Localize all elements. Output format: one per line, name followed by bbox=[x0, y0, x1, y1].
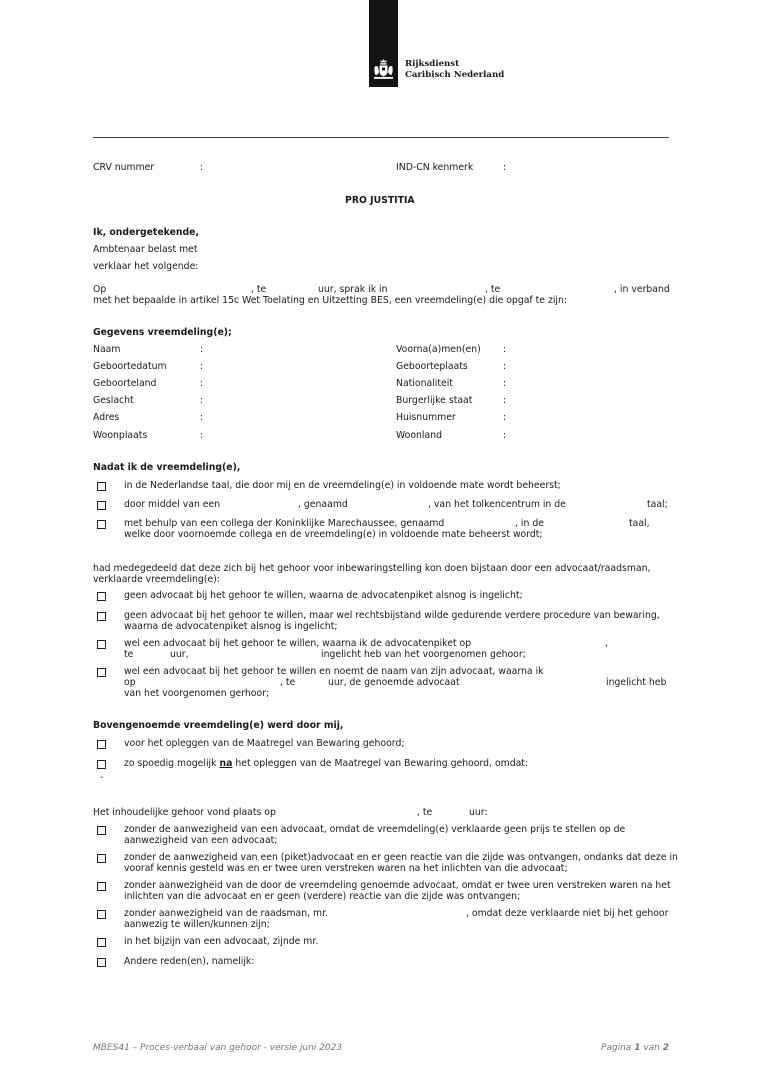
field-colon: : bbox=[200, 412, 204, 423]
field-label: Geboortedatum bbox=[93, 361, 167, 372]
checkbox[interactable] bbox=[97, 592, 106, 601]
logo-line-1: Rijksdienst bbox=[405, 59, 460, 69]
section2-option-2-line1: geen advocaat bij het gehoor te willen, maar wel rechtsbijstand wilde gedurende verdere procedure van bewaring, bbox=[124, 610, 660, 621]
section1-option-2c: , van het tolkencentrum in de bbox=[428, 499, 566, 510]
checkbox[interactable] bbox=[97, 938, 106, 947]
field-colon: : bbox=[200, 361, 204, 372]
section1-option-3-line2: welke door voornoemde collega en de vreemdeling(e) in voldoende mate beheerst wordt; bbox=[124, 529, 543, 540]
field-colon: : bbox=[503, 344, 507, 355]
intro-line-1: Ambtenaar belast met bbox=[93, 244, 198, 255]
field-label: Geslacht bbox=[93, 395, 134, 406]
field-colon: : bbox=[503, 430, 507, 441]
field-colon: : bbox=[503, 378, 507, 389]
section2-option-3-line1: wel een advocaat bij het gehoor te willen, waarna ik de advocatenpiket op bbox=[124, 638, 472, 649]
intro-te-1: , te bbox=[251, 284, 267, 295]
section3-option-2b: het opleggen van de Maatregel van Bewaring gehoord, omdat: bbox=[232, 758, 529, 769]
section4-option-1-line2: aanwezigheid van een advocaat; bbox=[124, 835, 278, 846]
personal-heading: Gegevens vreemdeling(e); bbox=[93, 327, 232, 338]
intro-line-4: met het bepaalde in artikel 15c Wet Toelating en Uitzetting BES, een vreemdeling(e) die opgaf te zijn: bbox=[93, 295, 568, 306]
section1-option-2b: , genaamd bbox=[298, 499, 348, 510]
section4-option-6: Andere reden(en), namelijk: bbox=[124, 956, 255, 967]
checkbox[interactable] bbox=[97, 520, 106, 529]
checkbox[interactable] bbox=[97, 910, 106, 919]
section4-option-4a: zonder aanwezigheid van de raadsman, mr. bbox=[124, 908, 329, 919]
section4-option-2-line2: vooraf kennis gesteld was en er twee uren verstreken waren na het inlichten van die advocaat; bbox=[124, 863, 568, 874]
field-colon: : bbox=[200, 395, 204, 406]
intro-uur: uur, sprak ik in bbox=[318, 284, 388, 295]
section4-option-5: in het bijzijn van een advocaat, zijnde mr. bbox=[124, 936, 319, 947]
section2-option-3-rest: ingelicht heb van het voorgenomen gehoor; bbox=[321, 649, 526, 660]
section1-option-3c: taal, bbox=[629, 518, 650, 529]
field-label: Woonland bbox=[396, 430, 442, 441]
section1-option-2d: taal; bbox=[647, 499, 668, 510]
section4-intro-te: , te bbox=[417, 807, 433, 818]
field-colon: : bbox=[503, 361, 507, 372]
ind-colon: : bbox=[503, 162, 507, 173]
intro-heading: Ik, ondergetekende, bbox=[93, 227, 200, 238]
footer-document-id: MBES41 – Proces-verbaal van gehoor - versie juni 2023 bbox=[93, 1043, 343, 1053]
field-label: Naam bbox=[93, 344, 121, 355]
section2-option-3-uur: uur, bbox=[170, 649, 189, 660]
checkbox[interactable] bbox=[97, 882, 106, 891]
footer-page-current: 1 bbox=[634, 1043, 641, 1053]
field-label: Nationaliteit bbox=[396, 378, 453, 389]
ind-label: IND-CN kenmerk bbox=[396, 162, 474, 173]
section1-option-3b: , in de bbox=[515, 518, 544, 529]
section3-option-2 bbox=[124, 758, 528, 769]
section2-intro-2: verklaarde vreemdeling(e): bbox=[93, 574, 220, 585]
field-colon: : bbox=[200, 430, 204, 441]
checkbox[interactable] bbox=[97, 826, 106, 835]
intro-op: Op bbox=[93, 284, 107, 295]
section2-option-4-line1: wel een advocaat bij het gehoor te willen en noemt de naam van zijn advocaat, waarna ik bbox=[124, 666, 544, 677]
intro-line-2: verklaar het volgende: bbox=[93, 261, 199, 272]
section4-option-4b: , omdat deze verklaarde niet bij het gehoor bbox=[466, 908, 669, 919]
section3-dash: - bbox=[100, 772, 104, 783]
crv-colon: : bbox=[200, 162, 204, 173]
checkbox[interactable] bbox=[97, 740, 106, 749]
section3-option-2a: zo spoedig mogelijk bbox=[124, 758, 220, 769]
section2-option-4-end: ingelicht heb bbox=[606, 677, 667, 688]
footer-of-word: van bbox=[640, 1043, 663, 1053]
field-label: Burgerlijke staat bbox=[396, 395, 473, 406]
section2-option-4-op: op bbox=[124, 677, 136, 688]
section1-option-3a: met behulp van een collega der Koninklijke Marechaussee, genaamd bbox=[124, 518, 445, 529]
checkbox[interactable] bbox=[97, 612, 106, 621]
logo-line-2: Caribisch Nederland bbox=[405, 70, 505, 80]
section4-option-4-line2: aanwezig te willen/kunnen zijn; bbox=[124, 919, 270, 930]
section2-intro-1: had medegedeeld dat deze zich bij het gehoor voor inbewaringstelling kon doen bijstaan door een advocaat/raadsman, bbox=[93, 563, 651, 574]
checkbox[interactable] bbox=[97, 640, 106, 649]
section4-option-3-line2: inlichten van die advocaat en er geen (verdere) reactie van die zijde was ontvangen; bbox=[124, 891, 521, 902]
header-divider bbox=[93, 137, 669, 138]
field-colon: : bbox=[200, 344, 204, 355]
section1-heading: Nadat ik de vreemdeling(e), bbox=[93, 462, 241, 473]
intro-verband: , in verband bbox=[614, 284, 670, 295]
section3-heading: Bovengenoemde vreemdeling(e) werd door mij, bbox=[93, 720, 344, 731]
document-title: PRO JUSTITIA bbox=[345, 195, 415, 206]
section2-option-3-comma: , bbox=[605, 638, 608, 649]
section4-option-1-line1: zonder de aanwezigheid van een advocaat, omdat de vreemdeling(e) verklaarde geen prijs te stellen op de bbox=[124, 824, 626, 835]
footer-page-total: 2 bbox=[662, 1043, 669, 1053]
section2-option-1: geen advocaat bij het gehoor te willen, waarna de advocatenpiket alsnog is ingelicht; bbox=[124, 590, 523, 601]
checkbox[interactable] bbox=[97, 760, 106, 769]
section4-option-3-line1: zonder aanwezigheid van de door de vreemdeling genoemde advocaat, omdat er twee uren verstreken waren na het bbox=[124, 880, 671, 891]
field-colon: : bbox=[200, 378, 204, 389]
section1-option-1: in de Nederlandse taal, die door mij en de vreemdeling(e) in voldoende mate wordt beheerst; bbox=[124, 480, 561, 491]
checkbox[interactable] bbox=[97, 854, 106, 863]
section1-option-2a: door middel van een bbox=[124, 499, 221, 510]
footer-page-word: Pagina bbox=[600, 1043, 635, 1053]
footer-page-number bbox=[601, 1043, 669, 1053]
section2-option-4-mid: uur, de genoemde advocaat bbox=[328, 677, 460, 688]
section4-intro: Het inhoudelijke gehoor vond plaats op bbox=[93, 807, 276, 818]
checkbox[interactable] bbox=[97, 958, 106, 967]
field-label: Voorna(a)men(en) bbox=[396, 344, 481, 355]
crv-label: CRV nummer bbox=[93, 162, 155, 173]
coat-of-arms-icon bbox=[372, 58, 395, 80]
section2-option-4-te: , te bbox=[280, 677, 296, 688]
field-label: Geboorteland bbox=[93, 378, 157, 389]
section2-option-2-line2: waarna de advocatenpiket alsnog is ingelicht; bbox=[124, 621, 338, 632]
field-label: Geboorteplaats bbox=[396, 361, 468, 372]
checkbox[interactable] bbox=[97, 501, 106, 510]
field-label: Woonplaats bbox=[93, 430, 148, 441]
field-colon: : bbox=[503, 395, 507, 406]
section4-option-2-line1: zonder de aanwezigheid van een (piket)advocaat en er geen reactie van die zijde was ontvangen, ondanks dat deze in bbox=[124, 852, 678, 863]
section2-option-4-line3: van het voorgenomen gerhoor; bbox=[124, 688, 270, 699]
section2-option-3-te: te bbox=[124, 649, 134, 660]
intro-te-2: , te bbox=[485, 284, 501, 295]
section4-intro-uur: uur: bbox=[469, 807, 488, 818]
field-colon: : bbox=[503, 412, 507, 423]
field-label: Huisnummer bbox=[396, 412, 456, 423]
checkbox[interactable] bbox=[97, 668, 106, 677]
section3-option-1: voor het opleggen van de Maatregel van Bewaring gehoord; bbox=[124, 738, 405, 749]
section3-option-2-na: na bbox=[219, 758, 233, 769]
checkbox[interactable] bbox=[97, 482, 106, 491]
field-label: Adres bbox=[93, 412, 120, 423]
